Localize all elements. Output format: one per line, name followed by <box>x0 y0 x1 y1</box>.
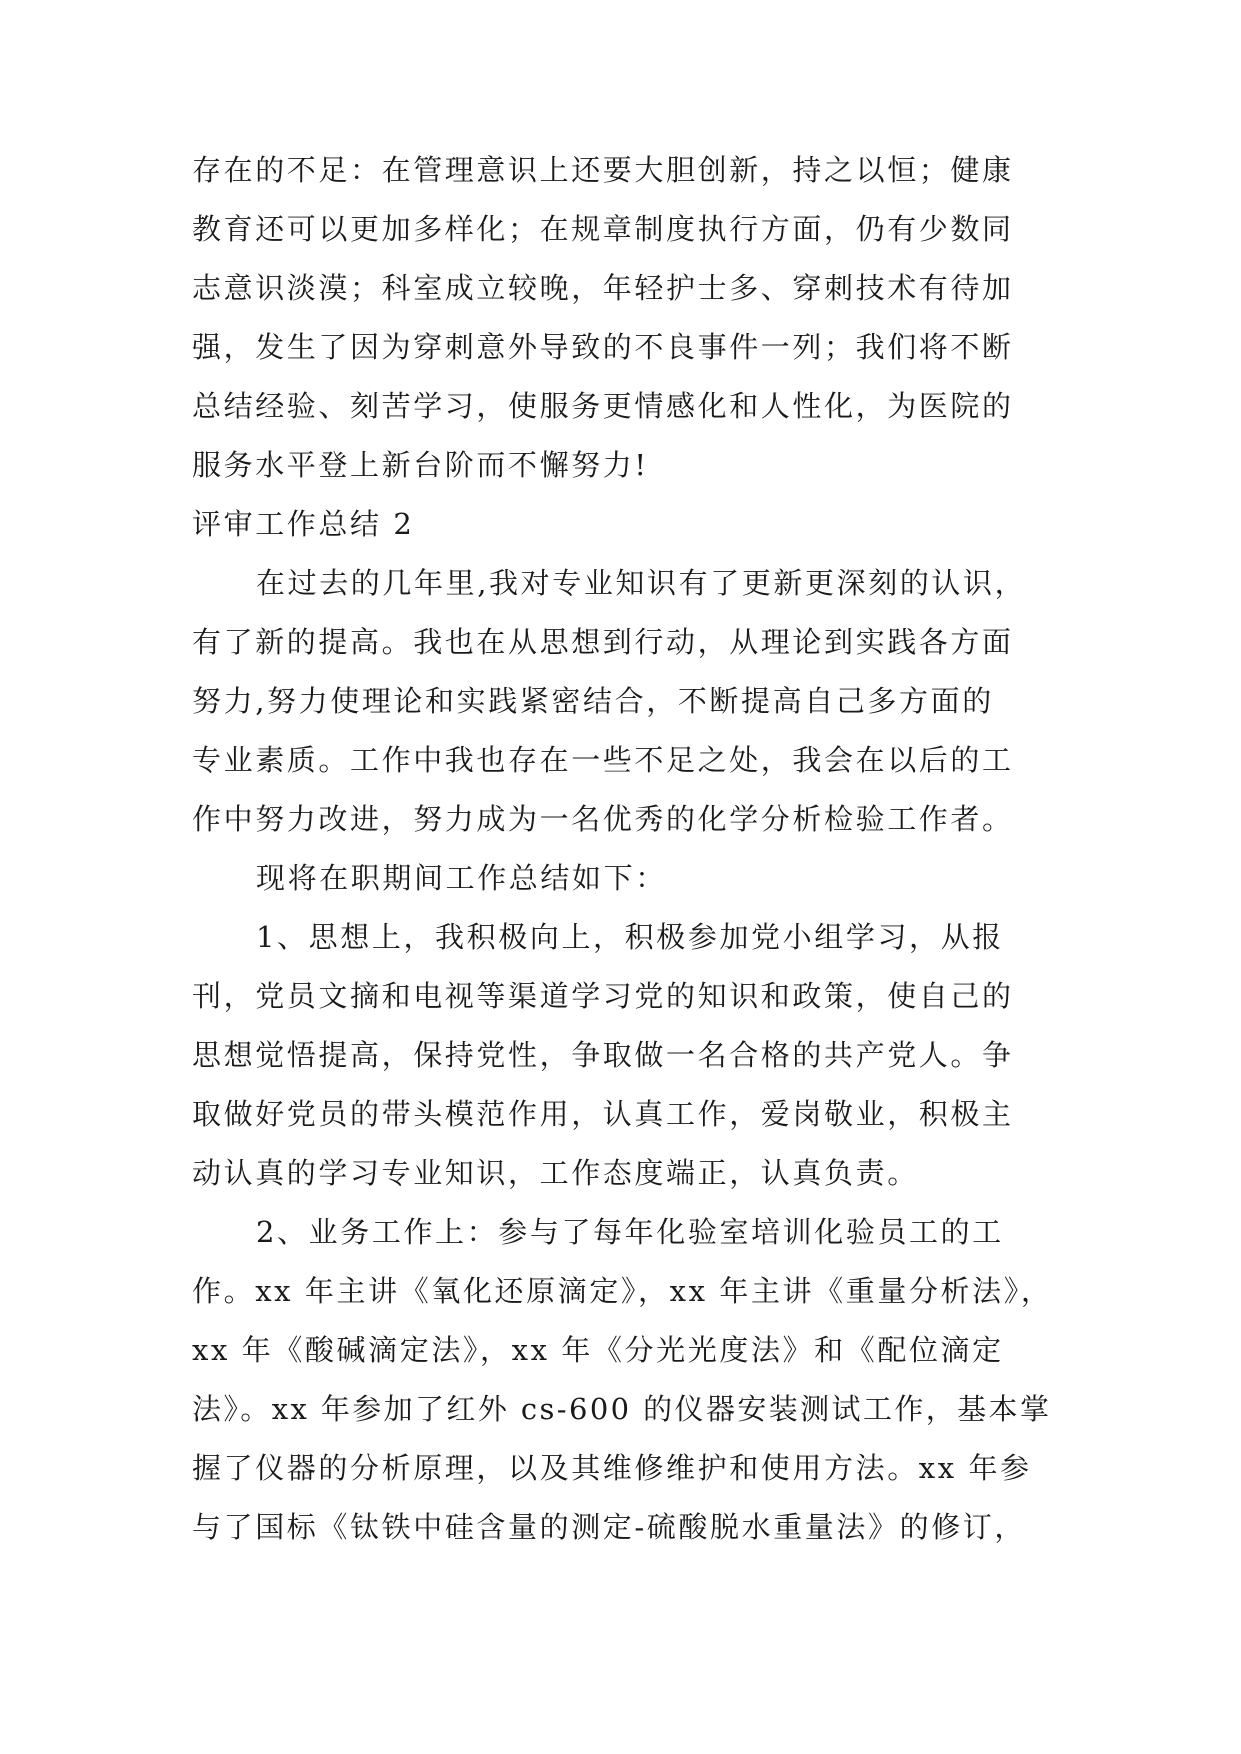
paragraph-line: 服务水平登上新台阶而不懈努力! <box>192 448 649 482</box>
paragraph-line: 取做好党员的带头模范作用，认真工作，爱岗敬业，积极主 <box>192 1097 1014 1131</box>
paragraph-line: 作。xx 年主讲《氧化还原滴定》，xx 年主讲《重量分析法》， <box>192 1274 1053 1308</box>
paragraph-line: 作中努力改进，努力成为一名优秀的化学分析检验工作者。 <box>192 802 1014 836</box>
paragraph-line: 思想觉悟提高，保持党性，争取做一名合格的共产党人。争 <box>192 1038 1014 1072</box>
paragraph-line: 法》。xx 年参加了红外 cs-600 的仪器安装测试工作，基本掌 <box>192 1392 1052 1426</box>
paragraph-line: 现将在职期间工作总结如下： <box>256 861 667 895</box>
paragraph-line: 努力,努力使理论和实践紧密结合，不断提高自己多方面的 <box>192 684 994 718</box>
paragraph-line: xx 年《酸碱滴定法》，xx 年《分光光度法》和《配位滴定 <box>192 1333 1004 1367</box>
section-heading: 评审工作总结 2 <box>192 507 415 541</box>
paragraph-line: 刊，党员文摘和电视等渠道学习党的知识和政策，使自己的 <box>192 979 1014 1013</box>
paragraph-line: 总结经验、刻苦学习，使服务更情感化和人性化，为医院的 <box>192 389 1014 423</box>
paragraph-line: 在过去的几年里,我对专业知识有了更新更深刻的认识， <box>256 566 1027 600</box>
paragraph-line: 握了仪器的分析原理，以及其维修维护和使用方法。xx 年参 <box>192 1451 1032 1485</box>
paragraph-line: 专业素质。工作中我也存在一些不足之处，我会在以后的工 <box>192 743 1014 777</box>
paragraph-line: 动认真的学习专业知识，工作态度端正，认真负责。 <box>192 1156 919 1190</box>
paragraph-line: 2、业务工作上：参与了每年化验室培训化验员工的工 <box>256 1215 1004 1249</box>
paragraph-line: 教育还可以更加多样化；在规章制度执行方面，仍有少数同 <box>192 212 1014 246</box>
paragraph-line: 志意识淡漠；科室成立较晚，年轻护士多、穿刺技术有待加 <box>192 271 1014 305</box>
paragraph-line: 有了新的提高。我也在从思想到行动，从理论到实践各方面 <box>192 625 1014 659</box>
paragraph-line: 强，发生了因为穿刺意外导致的不良事件一列；我们将不断 <box>192 330 1014 364</box>
paragraph-line: 存在的不足：在管理意识上还要大胆创新，持之以恒；健康 <box>192 153 1014 187</box>
paragraph-line: 1、思想上，我积极向上，积极参加党小组学习，从报 <box>256 920 1004 954</box>
paragraph-line: 与了国标《钛铁中硅含量的测定-硫酸脱水重量法》的修订， <box>192 1510 1026 1544</box>
